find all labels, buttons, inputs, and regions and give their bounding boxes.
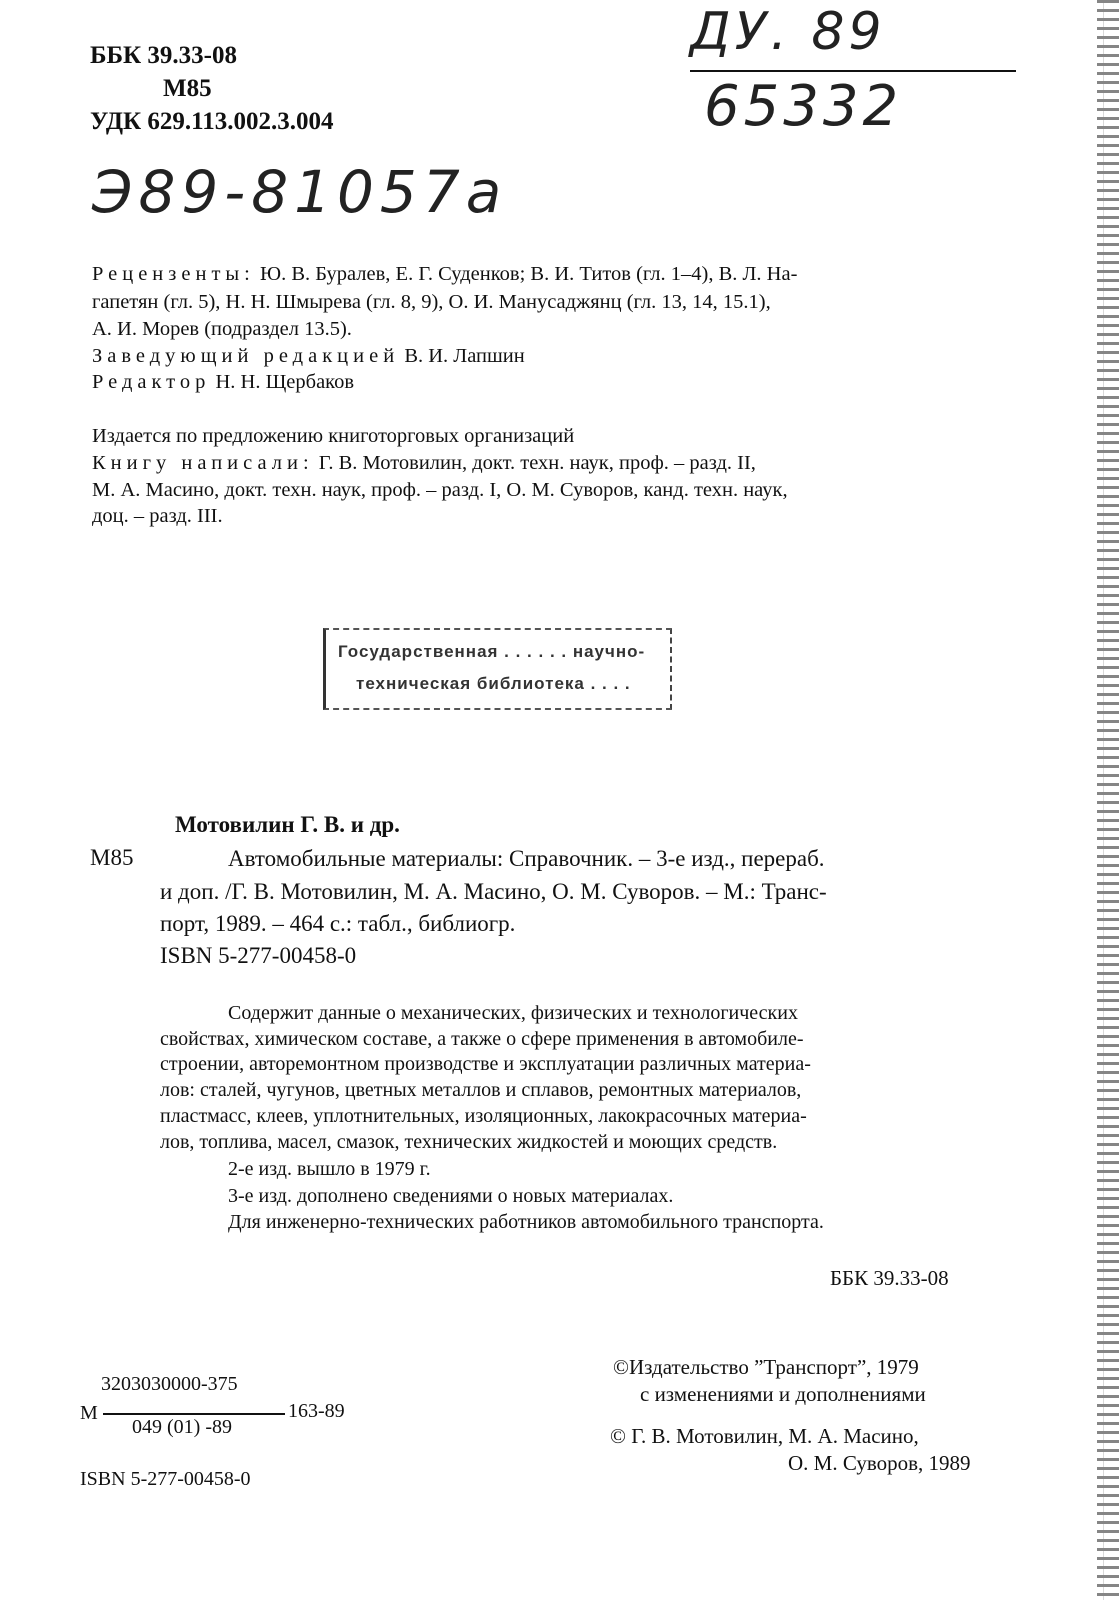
copyright-authors-year: О. М. Суворов, 1989 [788,1451,971,1475]
author-mark-top: М85 [163,75,212,102]
code-numerator: 3203030000-375 [101,1373,238,1395]
reviewers-text-1: Ю. В. Буралев, Е. Г. Суденков; В. И. Титов (гл. 1–4), В. Л. На- [260,263,798,285]
handwritten-underline [690,70,1016,72]
abstract-line-2: свойствах, химическом составе, а также о сфере применения в автомобиле- [160,1028,804,1050]
editor-head-label: Заведующий редакцией [92,345,400,367]
editor-head-name: В. И. Лапшин [404,345,525,367]
scan-edge-artifact [1097,0,1119,1600]
bbk-code-bottom: ББК 39.33-08 [830,1266,949,1290]
authors-text-1: Г. В. Мотовилин, докт. техн. наук, проф. – разд. II, [318,452,756,474]
authors-label: Книгу написали: [92,452,314,474]
handwritten-catalog-number: Э89-81057а [92,158,508,226]
udk-code: УДК 629.113.002.3.004 [90,108,334,135]
audience-note: Для инженерно-технических работников автомобильного транспорта. [228,1211,824,1233]
editor-head-line [92,344,525,368]
abstract-line-4: лов: сталей, чугунов, цветных металлов и сплавов, ремонтных материалов, [160,1079,802,1101]
library-stamp-line-2: техническая библиотека . . . . [356,674,631,693]
abstract-line-1: Содержит данные о механических, физических и технологических [228,1002,798,1024]
edition-note-2: 3-е изд. дополнено сведениями о новых материалах. [228,1185,674,1207]
code-fraction-bar [103,1413,285,1415]
copyright-publisher-note: с изменениями и дополнениями [640,1382,926,1406]
catalog-heading: Мотовилин Г. В. и др. [175,812,400,837]
library-stamp-line-1: Государственная . . . . . . научно- [338,642,646,661]
authors-line-2: М. А. Масино, докт. техн. наук, проф. – разд. I, О. М. Суворов, канд. техн. наук, [92,479,788,501]
authors-line-1 [92,451,756,475]
code-prefix: М [80,1402,98,1424]
library-stamp [323,628,672,710]
bbk-code-top: ББК 39.33-08 [90,42,238,69]
editor-line [92,370,354,394]
copyright-authors: © Г. В. Мотовилин, М. А. Масино, [610,1424,919,1448]
reviewers-line-3: А. И. Морев (подраздел 13.5). [92,318,352,340]
abstract-line-3: строении, авторемонтном производстве и эксплуатации различных материа- [160,1053,811,1075]
catalog-line-1: Автомобильные материалы: Справочник. – 3-е изд., перераб. [228,846,825,871]
edition-note-1: 2-е изд. вышло в 1979 г. [228,1158,431,1180]
reviewers-line-2: гапетян (гл. 5), Н. Н. Шмырева (гл. 8, 9), О. И. Манусаджянц (гл. 13, 14, 15.1), [92,291,771,313]
handwritten-shelf-mark: ДУ. 89 [690,2,886,62]
catalog-line-2: и доп. /Г. В. Мотовилин, М. А. Масино, О. М. Суворов. – М.: Транс- [160,879,827,904]
code-suffix: 163-89 [288,1400,345,1422]
editor-label: Редактор [92,371,211,393]
catalog-author-mark: М85 [90,845,134,870]
code-denominator: 049 (01) -89 [132,1416,232,1438]
authors-line-3: доц. – разд. III. [92,505,223,527]
copyright-publisher: ©Издательство ”Транспорт”, 1979 [613,1355,919,1379]
editor-name: Н. Н. Щербаков [215,371,355,393]
abstract-line-6: лов, топлива, масел, смазок, технических жидкостей и моющих средств. [160,1131,778,1153]
publication-note: Издается по предложению книготорговых организаций [92,425,575,447]
reviewers-line-1 [92,262,1017,286]
isbn-bottom: ISBN 5-277-00458-0 [80,1468,251,1490]
handwritten-inventory-number: 65332 [704,74,903,139]
abstract-line-5: пластмасс, клеев, уплотнительных, изоляционных, лакокрасочных материа- [160,1105,807,1127]
reviewers-label: Рецензенты: [92,263,255,285]
catalog-line-3: порт, 1989. – 464 с.: табл., библиогр. [160,911,516,936]
catalog-isbn: ISBN 5-277-00458-0 [160,943,357,968]
